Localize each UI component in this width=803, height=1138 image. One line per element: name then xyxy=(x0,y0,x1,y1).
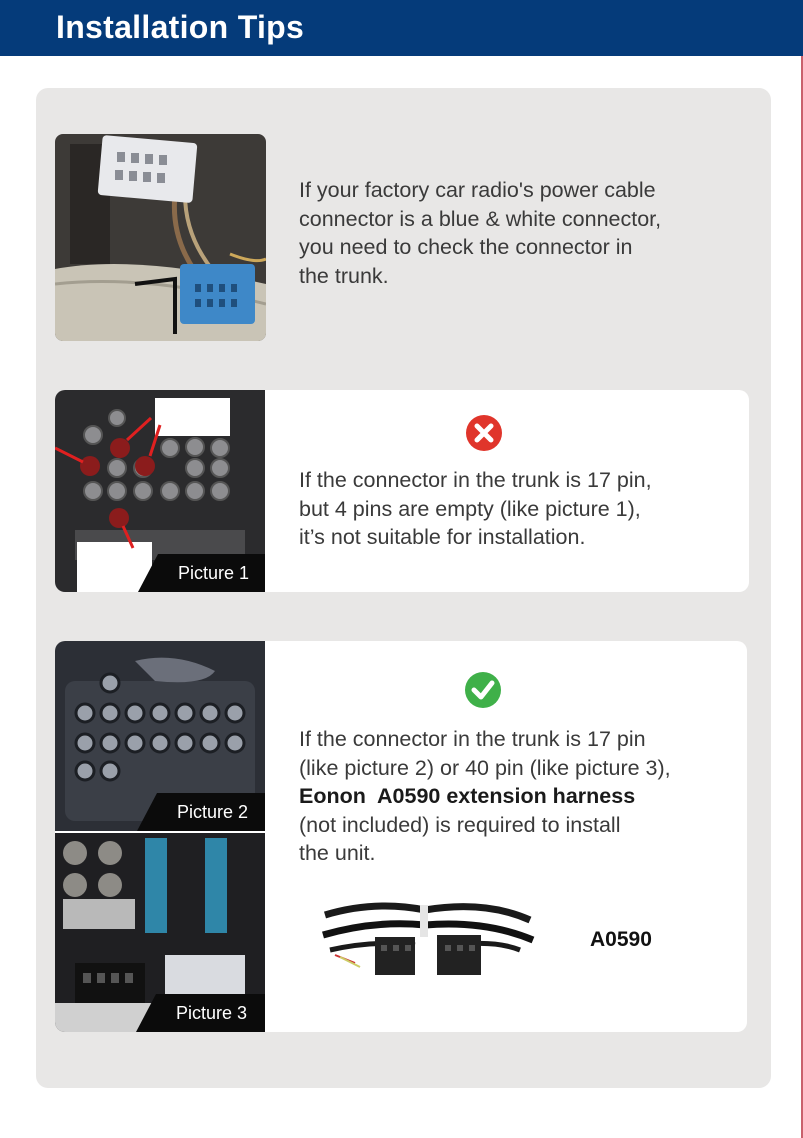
picture-3-label: Picture 3 xyxy=(156,994,265,1032)
blue-white-connector-photo xyxy=(55,134,266,341)
tip-3-text: If the connector in the trunk is 17 pin (like picture 2) or 40 pin (like picture 3), Eonon A0590 extension harness (not included) is required to install the unit. xyxy=(299,727,671,865)
green-check-icon xyxy=(464,671,502,709)
header-bar xyxy=(0,0,803,56)
product-code: A0590 xyxy=(590,928,652,951)
picture-3-photo xyxy=(55,833,265,1032)
tip-2-text: If the connector in the trunk is 17 pin, but 4 pins are empty (like picture 1), it’s not suitable for installation. xyxy=(299,468,652,549)
picture-2-photo xyxy=(55,641,265,831)
picture-1-photo xyxy=(55,390,265,592)
picture-1-label: Picture 1 xyxy=(158,554,265,592)
tip-1-text: If your factory car radio's power cable connector is a blue & white connector, you need to check the connector in the trunk. xyxy=(299,178,662,288)
extension-harness-image xyxy=(315,895,540,980)
page-title: Installation Tips xyxy=(56,9,305,45)
red-x-icon xyxy=(465,414,503,452)
picture-2-label: Picture 2 xyxy=(157,793,265,831)
